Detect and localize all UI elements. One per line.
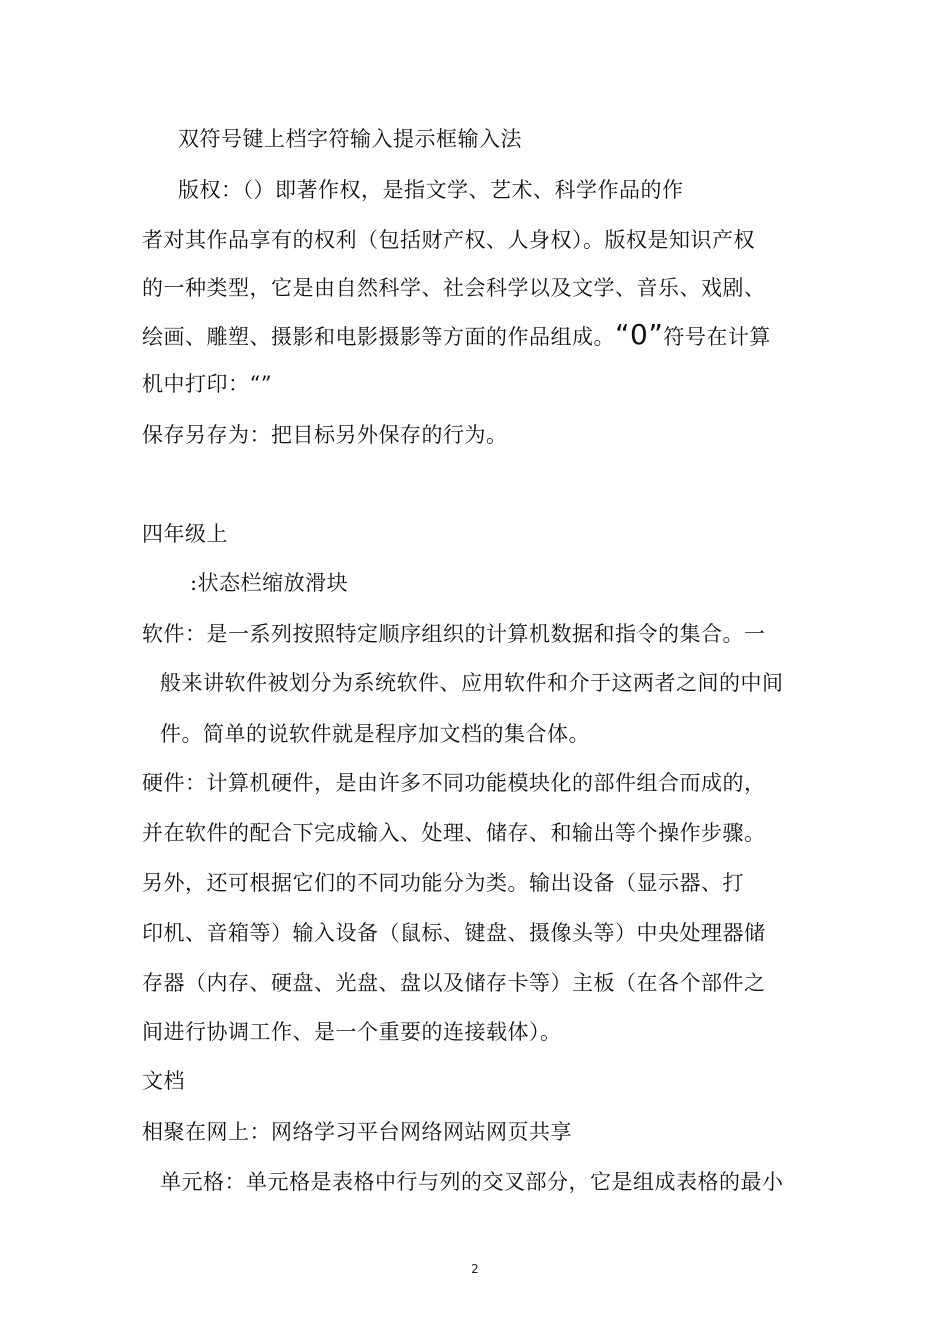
text-line-13: 硬件：计算机硬件，是由许多不同功能模块化的部件组合而成的， xyxy=(142,771,766,795)
text-line-2: 版权：（）即著作权，是指文学、艺术、科学作品的作 xyxy=(178,178,684,202)
page-number: 2 xyxy=(471,1262,479,1276)
text-line-20: 相聚在网上：网络学习平台网络网站网页共享 xyxy=(142,1120,572,1144)
text-line-17: 存器（内存、硬盘、光盘、盘以及储存卡等）主板（在各个部件之 xyxy=(142,971,766,995)
text-line-19: 文档 xyxy=(142,1069,185,1093)
text-line-5 xyxy=(142,320,771,352)
text-line-15: 另外，还可根据它们的不同功能分为类。输出设备（显示器、打 xyxy=(142,871,744,895)
text-line-5-start: 绘画、雕塑、摄影和电影摄影等方面的作品组成。 xyxy=(142,325,615,349)
text-line-12: 件。简单的说软件就是程序加文档的集合体。 xyxy=(160,722,590,746)
text-line-5-end: 符号在计算 xyxy=(663,325,771,349)
text-line-8: 四年级上 xyxy=(142,522,228,546)
text-line-10: 软件：是一系列按照特定顺序组织的计算机数据和指令的集合。一 xyxy=(142,622,766,646)
text-line-16: 印机、音箱等）输入设备（鼠标、键盘、摄像头等）中央处理器储 xyxy=(142,921,766,945)
text-line-21: 单元格：单元格是表格中行与列的交叉部分，它是组成表格的最小 xyxy=(160,1170,784,1194)
text-line-6: 机中打印：“” xyxy=(142,372,272,396)
text-line-9: :状态栏缩放滑块 xyxy=(190,571,349,595)
quoted-zero-symbol: “0” xyxy=(615,318,664,351)
text-line-3: 者对其作品享有的权利（包括财产权、人身权）。版权是知识产权 xyxy=(142,228,755,252)
text-line-4: 的一种类型，它是由自然科学、社会科学以及文学、音乐、戏剧、 xyxy=(142,276,766,300)
text-line-1: 双符号键上档字符输入提示框输入法 xyxy=(178,127,522,151)
text-line-18: 间进行协调工作、是一个重要的连接载体）。 xyxy=(142,1020,562,1044)
text-line-11: 般来讲软件被划分为系统软件、应用软件和介于这两者之间的中间 xyxy=(160,671,784,695)
text-line-7: 保存另存为：把目标另外保存的行为。 xyxy=(142,423,508,447)
text-line-14: 并在软件的配合下完成输入、处理、储存、和输出等个操作步骤。 xyxy=(142,821,766,845)
